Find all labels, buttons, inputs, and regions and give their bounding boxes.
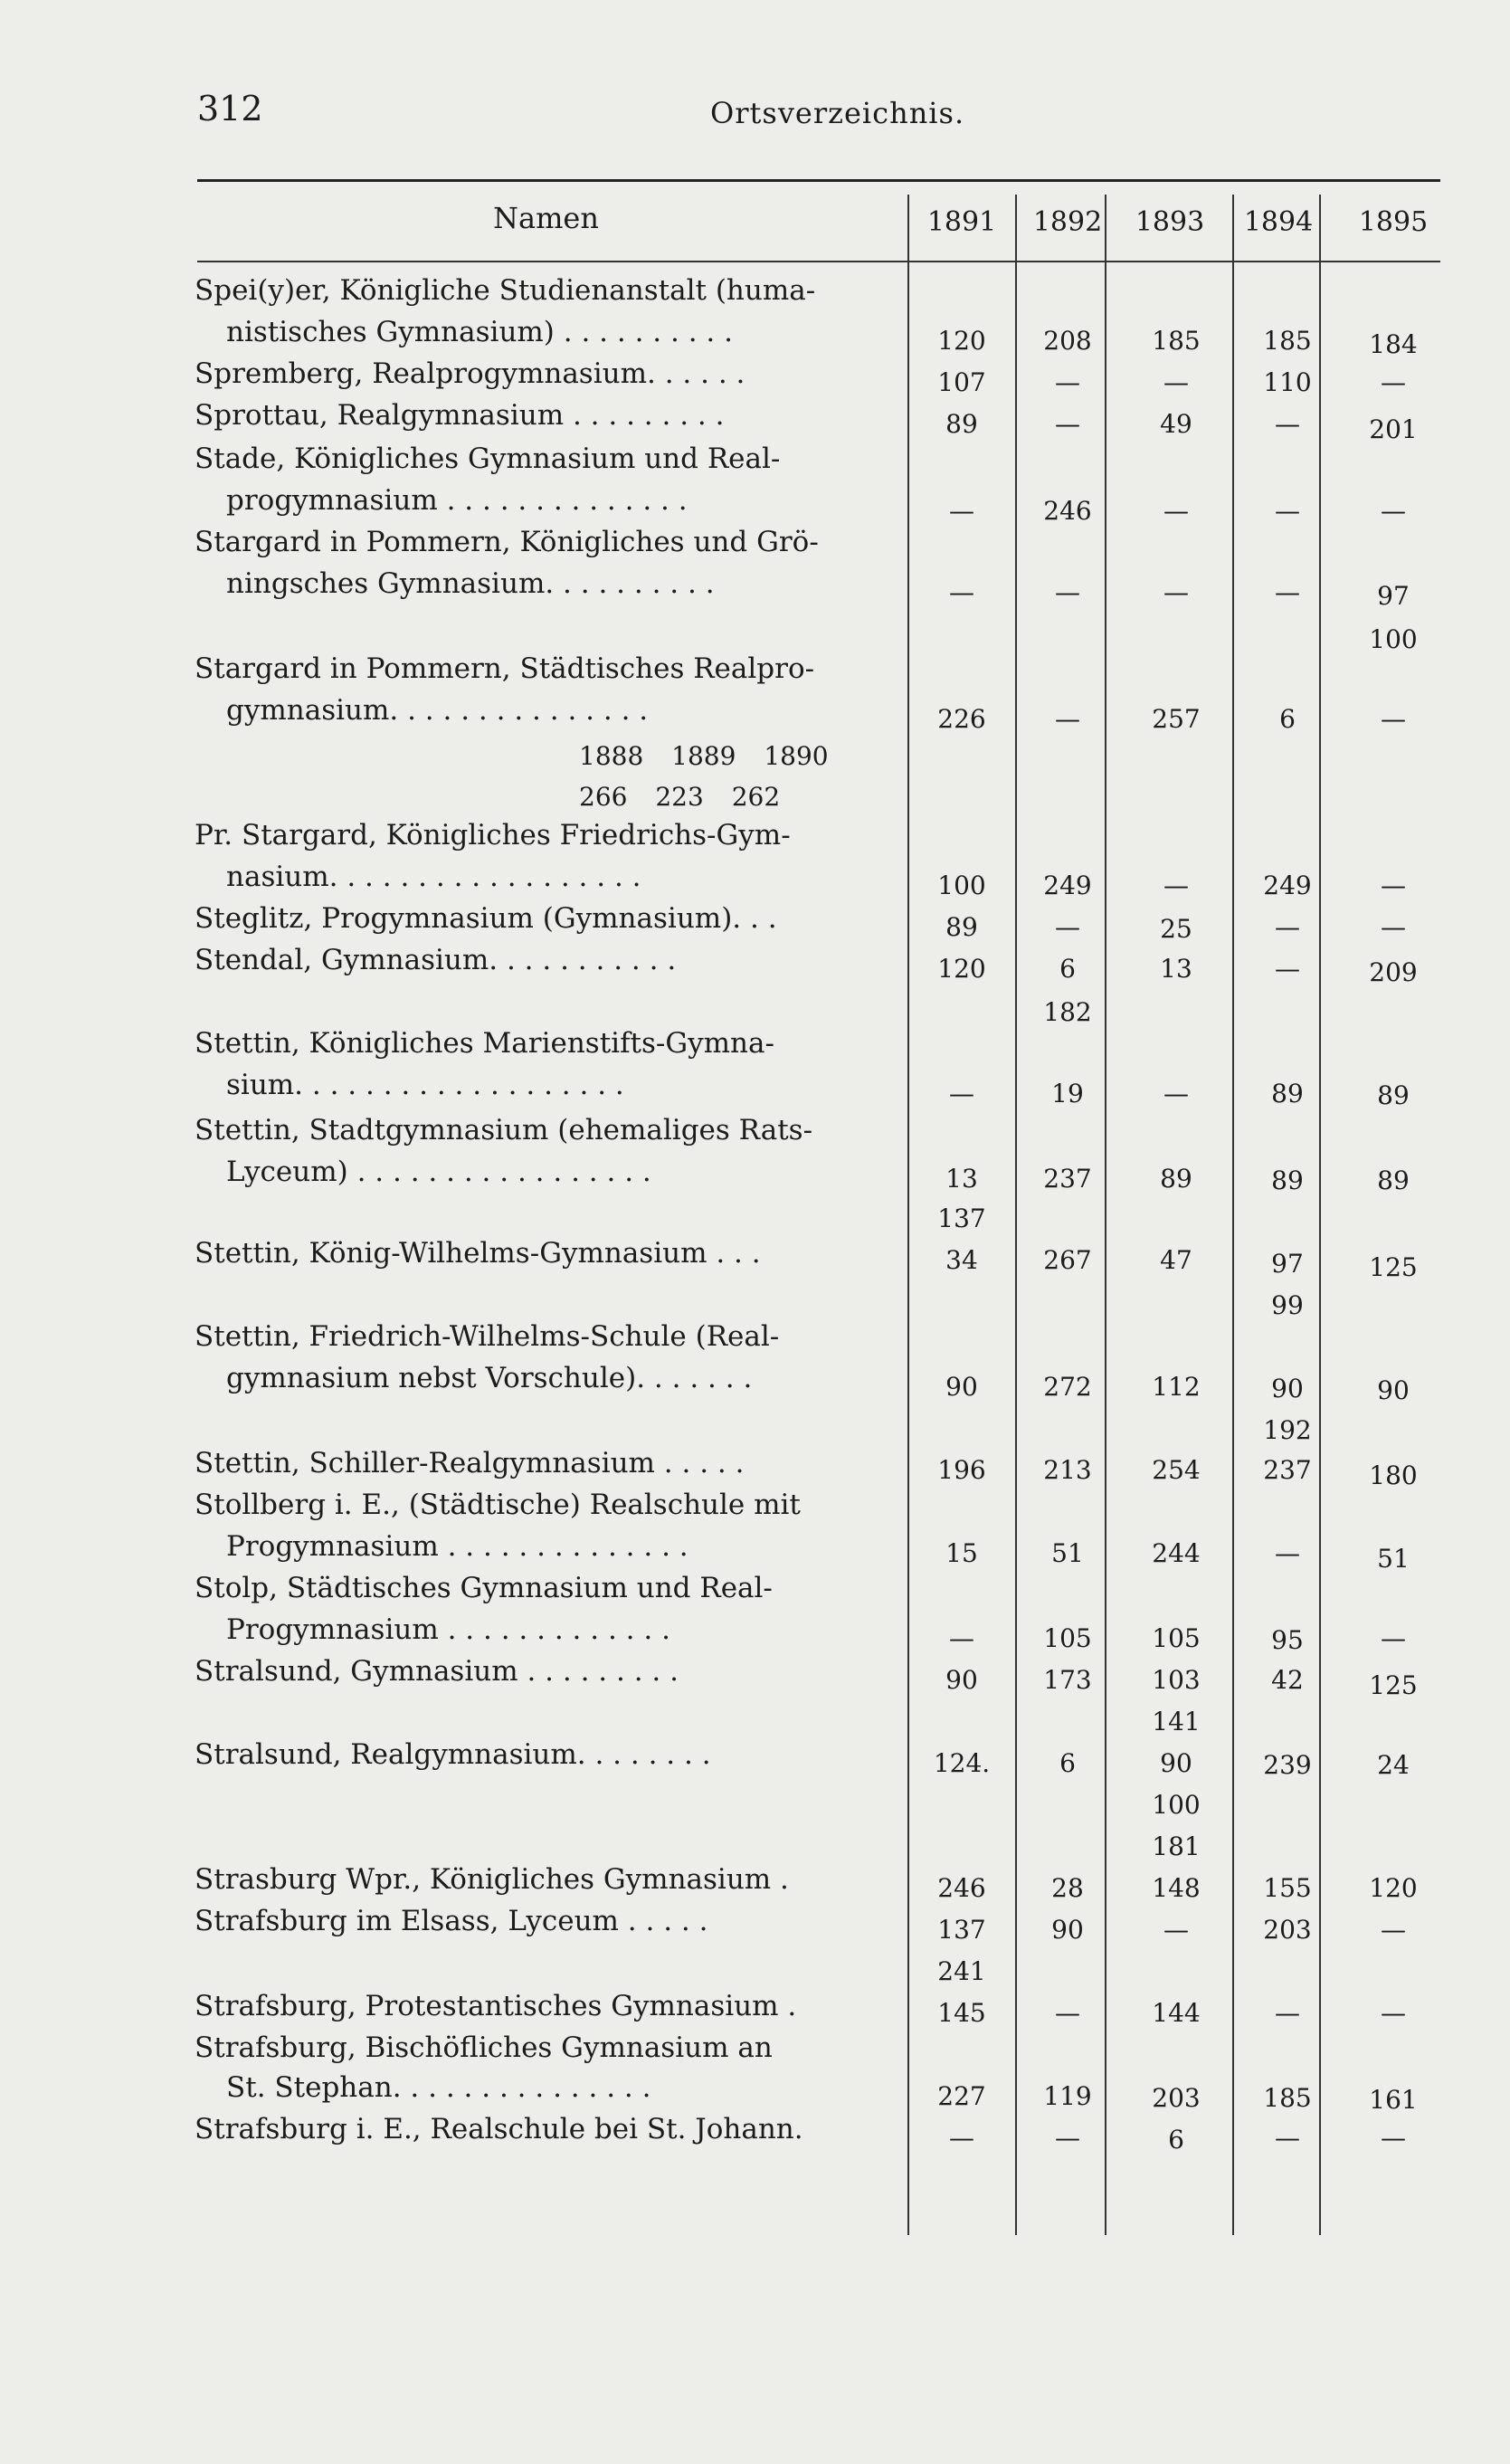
value-cell: 25	[1160, 914, 1192, 944]
value-cell: 125	[1369, 1252, 1418, 1282]
value-cell: 119	[1043, 2081, 1092, 2111]
value-cell: 89	[1160, 1164, 1192, 1194]
value-cell: —	[1381, 496, 1406, 526]
value-cell: 272	[1043, 1372, 1092, 1402]
column-divider	[1015, 195, 1017, 2235]
row-name: Stettin, Stadtgymnasium (ehemaliges Rats-	[195, 1114, 813, 1146]
value-cell-secondary: 192	[1263, 1415, 1312, 1445]
value-cell: 89	[1377, 1165, 1410, 1195]
value-cell: 244	[1152, 1538, 1201, 1568]
value-cell: 185	[1263, 2083, 1312, 2113]
value-cell-secondary: 181	[1152, 1831, 1201, 1861]
value-cell: 100	[937, 870, 986, 900]
value-cell: —	[1055, 577, 1080, 607]
value-cell: —	[1381, 367, 1406, 397]
inline-values: 266 223 262	[579, 782, 781, 812]
value-cell: —	[1055, 704, 1080, 734]
value-cell: 97	[1377, 581, 1410, 611]
value-cell: —	[949, 1079, 974, 1108]
row-name: Strafsburg, Bischöfliches Gymnasium an	[195, 2031, 773, 2064]
value-cell: 246	[937, 1873, 986, 1903]
row-name: Stralsund, Realgymnasium. . . . . . . .	[195, 1738, 711, 1771]
value-cell: —	[1163, 1915, 1189, 1945]
running-head: Ortsverzeichnis.	[710, 96, 965, 130]
row-name: Strafsburg im Elsass, Lyceum . . . . .	[195, 1905, 708, 1937]
value-cell: 89	[945, 912, 978, 942]
value-cell: 89	[1271, 1079, 1304, 1108]
value-cell: —	[1055, 409, 1080, 439]
value-cell-secondary: 137	[937, 1203, 986, 1233]
value-cell: —	[949, 496, 974, 526]
value-cell: 6	[1059, 1748, 1076, 1778]
year-header: 1894	[1243, 206, 1314, 238]
value-cell-secondary: 141	[1152, 1707, 1201, 1736]
year-header: 1895	[1358, 206, 1429, 238]
value-cell: 155	[1263, 1873, 1312, 1903]
value-cell: 90	[1051, 1915, 1084, 1945]
value-cell-secondary: 241	[937, 1956, 986, 1986]
row-name-continued: progymnasium . . . . . . . . . . . . . .	[226, 484, 688, 517]
value-cell: —	[1055, 912, 1080, 942]
value-cell: —	[1381, 912, 1406, 942]
row-name: Stolp, Städtisches Gymnasium und Real-	[195, 1572, 773, 1604]
row-name: Sprottau, Realgymnasium . . . . . . . . .	[195, 399, 725, 432]
row-name: Stralsund, Gymnasium . . . . . . . . .	[195, 1655, 679, 1688]
value-cell-secondary: 100	[1369, 624, 1418, 654]
value-cell: —	[1275, 2123, 1300, 2153]
value-cell: —	[1275, 1998, 1300, 2028]
value-cell: —	[1275, 409, 1300, 439]
year-header: 1893	[1135, 206, 1205, 238]
value-cell: 239	[1263, 1750, 1312, 1780]
row-name: Strafsburg, Protestantisches Gymnasium .	[195, 1990, 797, 2022]
value-cell: 90	[1271, 1374, 1304, 1403]
row-name-continued: nasium. . . . . . . . . . . . . . . . . .	[226, 861, 641, 893]
row-name: Stendal, Gymnasium. . . . . . . . . . .	[195, 944, 677, 976]
value-cell: 95	[1271, 1625, 1304, 1655]
value-cell: 208	[1043, 326, 1092, 356]
value-cell: 89	[1271, 1165, 1304, 1195]
value-cell: 213	[1043, 1455, 1092, 1485]
value-cell: 180	[1369, 1460, 1418, 1490]
value-cell: 203	[1152, 2083, 1201, 2113]
names-column-header: Namen	[493, 201, 599, 235]
value-cell: —	[1275, 577, 1300, 607]
value-cell: —	[1275, 912, 1300, 942]
value-cell: 6	[1168, 2125, 1184, 2155]
value-cell: 125	[1369, 1670, 1418, 1700]
value-cell: 105	[1152, 1623, 1201, 1653]
value-cell: —	[1163, 1079, 1189, 1108]
value-cell: —	[1275, 1538, 1300, 1568]
value-cell: —	[949, 577, 974, 607]
value-cell: 28	[1051, 1873, 1084, 1903]
value-cell: 89	[1377, 1080, 1410, 1110]
row-name: Spremberg, Realprogymnasium. . . . . .	[195, 357, 746, 390]
value-cell-secondary: 182	[1043, 997, 1092, 1027]
row-name: Strasburg Wpr., Königliches Gymnasium .	[195, 1863, 789, 1896]
row-name: Steglitz, Progymnasium (Gymnasium). . .	[195, 902, 777, 935]
row-name-continued: St. Stephan. . . . . . . . . . . . . . .	[226, 2071, 651, 2104]
value-cell: 161	[1369, 2085, 1418, 2115]
row-name: Stettin, Königliches Marienstifts-Gymna-	[195, 1027, 774, 1060]
year-header: 1892	[1032, 206, 1103, 238]
value-cell: 184	[1369, 329, 1418, 359]
value-cell: 51	[1051, 1538, 1084, 1568]
value-cell: 203	[1263, 1915, 1312, 1945]
value-cell: —	[1163, 577, 1189, 607]
row-name: Stettin, Schiller-Realgymnasium . . . . .	[195, 1447, 745, 1479]
value-cell: 257	[1152, 704, 1201, 734]
row-name-continued: Progymnasium . . . . . . . . . . . . .	[226, 1613, 670, 1646]
value-cell: 15	[945, 1538, 978, 1568]
value-cell: 90	[1160, 1748, 1192, 1778]
value-cell: 246	[1043, 496, 1092, 526]
value-cell: 103	[1152, 1665, 1201, 1695]
row-name-continued: Lyceum) . . . . . . . . . . . . . . . . .	[226, 1156, 651, 1188]
row-name: Strafsburg i. E., Realschule bei St. Johann.	[195, 2113, 803, 2145]
value-cell: —	[949, 1623, 974, 1653]
value-cell: —	[1381, 1915, 1406, 1945]
row-name: Stade, Königliches Gymnasium und Real-	[195, 442, 781, 475]
value-cell: —	[1381, 1998, 1406, 2028]
value-cell: 254	[1152, 1455, 1201, 1485]
value-cell: 90	[945, 1372, 978, 1402]
value-cell: —	[949, 2123, 974, 2153]
value-cell: 13	[1160, 954, 1192, 984]
value-cell: 226	[937, 704, 986, 734]
value-cell: 120	[937, 326, 986, 356]
value-cell-secondary: 99	[1271, 1290, 1304, 1320]
column-divider	[907, 195, 909, 2235]
value-cell: 90	[945, 1665, 978, 1695]
value-cell: 209	[1369, 957, 1418, 987]
value-cell: —	[1381, 704, 1406, 734]
row-name-continued: Progymnasium . . . . . . . . . . . . . .	[226, 1530, 689, 1563]
value-cell: —	[1275, 954, 1300, 984]
value-cell: 120	[937, 954, 986, 984]
value-cell: 110	[1263, 367, 1312, 397]
value-cell: 42	[1271, 1665, 1304, 1695]
value-cell: 267	[1043, 1245, 1092, 1275]
value-cell: 112	[1152, 1372, 1201, 1402]
row-name: Spei(y)er, Königliche Studienanstalt (huma-	[195, 274, 816, 307]
row-name: Stettin, Friedrich-Wilhelms-Schule (Real-	[195, 1320, 780, 1353]
value-cell: 34	[945, 1245, 978, 1275]
row-name: Stettin, König-Wilhelms-Gymnasium . . .	[195, 1237, 761, 1270]
value-cell: 6	[1059, 954, 1076, 984]
value-cell: 24	[1377, 1750, 1410, 1780]
value-cell: 237	[1263, 1455, 1312, 1485]
value-cell: 227	[937, 2081, 986, 2111]
value-cell: 185	[1152, 326, 1201, 356]
value-cell: 201	[1369, 414, 1418, 444]
value-cell: 145	[937, 1998, 986, 2028]
value-cell: —	[1163, 496, 1189, 526]
value-cell: 196	[937, 1455, 986, 1485]
value-cell-secondary: 100	[1152, 1790, 1201, 1820]
value-cell: —	[1163, 870, 1189, 900]
value-cell: 144	[1152, 1998, 1201, 2028]
value-cell: —	[1275, 496, 1300, 526]
value-cell: 120	[1369, 1873, 1418, 1903]
value-cell: 90	[1377, 1375, 1410, 1405]
row-name-continued: ningsches Gymnasium. . . . . . . . . .	[226, 567, 715, 600]
value-cell: —	[1055, 2123, 1080, 2153]
row-name: Stargard in Pommern, Städtisches Realpro-	[195, 652, 815, 685]
value-cell: 185	[1263, 326, 1312, 356]
value-cell: 124.	[933, 1748, 991, 1778]
value-cell: 237	[1043, 1164, 1092, 1194]
row-name-continued: sium. . . . . . . . . . . . . . . . . . .	[226, 1069, 624, 1101]
value-cell: 107	[937, 367, 986, 397]
value-cell: 49	[1160, 409, 1192, 439]
row-name-continued: gymnasium. . . . . . . . . . . . . . .	[226, 694, 649, 727]
value-cell: —	[1381, 2123, 1406, 2153]
value-cell: 13	[945, 1164, 978, 1194]
row-name: Pr. Stargard, Königliches Friedrichs-Gym-	[195, 819, 791, 851]
row-name: Stollberg i. E., (Städtische) Realschule mit	[195, 1489, 801, 1521]
value-cell: —	[1055, 1998, 1080, 2028]
value-cell: 6	[1279, 704, 1296, 734]
row-name: Stargard in Pommern, Königliches und Grö-	[195, 526, 819, 558]
value-cell: —	[1381, 1623, 1406, 1653]
inline-years: 1888 1889 1890	[579, 741, 829, 771]
value-cell: 105	[1043, 1623, 1092, 1653]
column-divider	[1232, 195, 1234, 2235]
value-cell: 249	[1043, 870, 1092, 900]
value-cell: 173	[1043, 1665, 1092, 1695]
row-name-continued: gymnasium nebst Vorschule). . . . . . .	[226, 1362, 753, 1394]
value-cell: 97	[1271, 1249, 1304, 1279]
value-cell: —	[1381, 870, 1406, 900]
year-header: 1891	[926, 206, 997, 238]
table-top-rule	[197, 179, 1440, 182]
value-cell: 148	[1152, 1873, 1201, 1903]
value-cell: 137	[937, 1915, 986, 1945]
table-header-rule	[197, 261, 1440, 262]
page-number: 312	[197, 89, 263, 128]
value-cell: 19	[1051, 1079, 1084, 1108]
value-cell: 51	[1377, 1544, 1410, 1574]
row-name-continued: nistisches Gymnasium) . . . . . . . . . .	[226, 316, 733, 348]
value-cell: —	[1055, 367, 1080, 397]
value-cell: —	[1163, 367, 1189, 397]
value-cell: 89	[945, 409, 978, 439]
value-cell: 249	[1263, 870, 1312, 900]
value-cell: 47	[1160, 1245, 1192, 1275]
